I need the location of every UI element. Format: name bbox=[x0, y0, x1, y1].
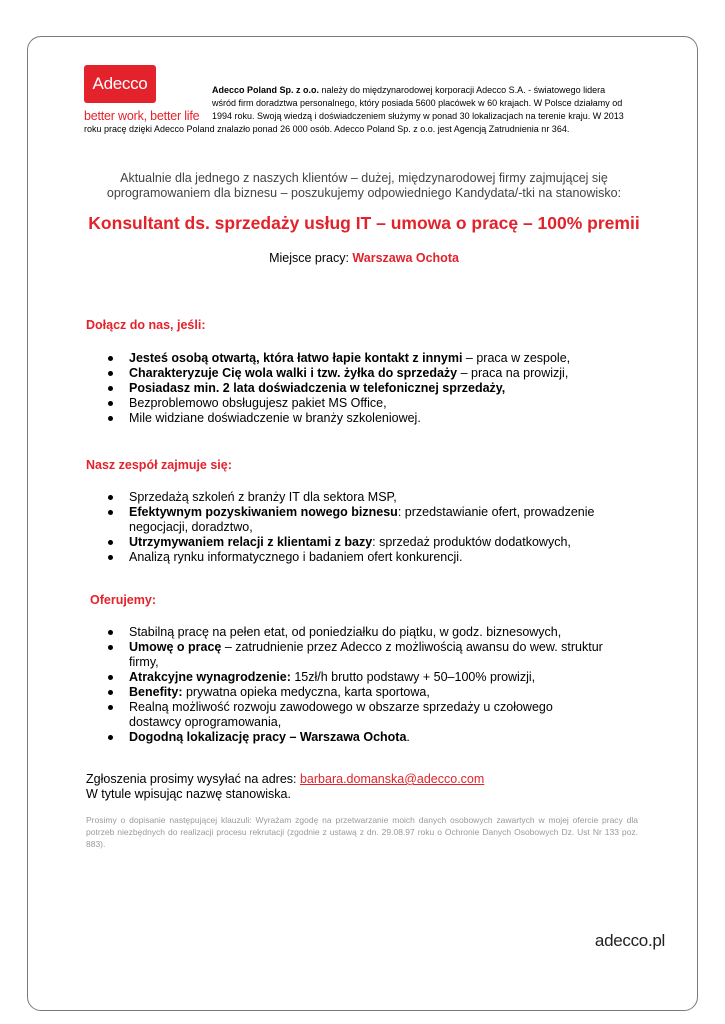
logo-tagline: better work, better life bbox=[84, 109, 200, 123]
location-label: Miejsce pracy: bbox=[269, 251, 353, 265]
list-item: Charakteryzuje Cię wola walki i tzw. żyłka do sprzedaży – praca na prowizji, bbox=[108, 366, 608, 381]
section-heading-duties: Nasz zespół zajmuje się: bbox=[86, 458, 232, 472]
list-item: Sprzedażą szkoleń z branży IT dla sektora MSP, bbox=[108, 490, 608, 505]
job-location bbox=[84, 251, 644, 265]
offer-list bbox=[108, 625, 608, 745]
list-item: Stabilną pracę na pełen etat, od poniedziałku do piątku, w godz. biznesowych, bbox=[108, 625, 608, 640]
list-item: Dogodną lokalizację pracy – Warszawa Ochota. bbox=[108, 730, 608, 745]
list-item: Realną możliwość rozwoju zawodowego w obszarze sprzedaży u czołowego dostawcy oprogramowania, bbox=[108, 700, 608, 730]
consent-clause: Prosimy o dopisanie następującej klauzuli: Wyrażam zgodę na przetwarzanie moich danych osobowych zawartych w mojej ofercie pracy dla potrzeb niezbędnych do realizacji procesu rekrutacji (zgodnie z ustawą z dn. 29.08.97 roku o Ochronie Danych Osobowych Dz. Ust Nr 133 poz. 883). bbox=[86, 815, 638, 849]
duties-list bbox=[108, 490, 608, 565]
requirements-list bbox=[108, 351, 608, 426]
list-item: Posiadasz min. 2 lata doświadczenia w telefonicznej sprzedaży, bbox=[108, 381, 608, 396]
intro-text: należy do międzynarodowej korporacji Adecco S.A. - światowego lidera wśród firm doradztwa personalnego, który posiada 5600 placówek w 60 krajach. W Polsce działamy od 1994 roku. Swoją wiedzą i doświadczeniem służymy w ponad 30 lokalizacjach na terenie kraju. W 2013 roku pracę dzięki Adecco Poland znalazło ponad 26 000 osób. Adecco Poland Sp. z o.o. jest Agencją Zatrudnienia nr 364. bbox=[84, 85, 624, 134]
location-value: Warszawa Ochota bbox=[352, 251, 459, 265]
lead-paragraph: Aktualnie dla jednego z naszych klientów – dużej, międzynarodowej firmy zajmującej się oprogramowaniem dla biznesu – poszukujemy odpowiedniego Kandydata/-tki na stanowisko: bbox=[106, 171, 622, 200]
list-item: Atrakcyjne wynagrodzenie: 15zł/h brutto podstawy + 50–100% prowizji, bbox=[108, 670, 608, 685]
apply-prefix: Zgłoszenia prosimy wysyłać na adres: bbox=[86, 772, 300, 786]
list-item: Analizą rynku informatycznego i badaniem ofert konkurencji. bbox=[108, 550, 608, 565]
logo-wordmark: Adecco bbox=[84, 65, 156, 103]
list-item: Bezproblemowo obsługujesz pakiet MS Office, bbox=[108, 396, 608, 411]
apply-line2: W tytule wpisując nazwę stanowiska. bbox=[86, 787, 291, 801]
footer-brand: adecco.pl bbox=[594, 931, 665, 950]
list-item: Mile widziane doświadczenie w branży szkoleniowej. bbox=[108, 411, 608, 426]
company-name: Adecco Poland Sp. z o.o. bbox=[212, 85, 320, 95]
list-item: Utrzymywaniem relacji z klientami z bazy: sprzedaż produktów dodatkowych, bbox=[108, 535, 608, 550]
list-item: Benefity: prywatna opieka medyczna, karta sportowa, bbox=[108, 685, 608, 700]
job-title: Konsultant ds. sprzedaży usług IT – umowa o pracę – 100% premii bbox=[88, 213, 640, 233]
company-intro bbox=[84, 84, 629, 136]
list-item: Efektywnym pozyskiwaniem nowego biznesu: przedstawianie ofert, prowadzenie negocjacji, doradztwo, bbox=[108, 505, 608, 535]
list-item: Jesteś osobą otwartą, która łatwo łapie kontakt z innymi – praca w zespole, bbox=[108, 351, 608, 366]
section-heading-requirements: Dołącz do nas, jeśli: bbox=[86, 318, 206, 332]
email-link[interactable]: barbara.domanska@adecco.com bbox=[299, 772, 485, 786]
section-heading-offer: Oferujemy: bbox=[90, 593, 156, 607]
application-info bbox=[86, 772, 484, 802]
list-item: Umowę o pracę – zatrudnienie przez Adecco z możliwością awansu do wew. struktur firmy, bbox=[108, 640, 608, 670]
